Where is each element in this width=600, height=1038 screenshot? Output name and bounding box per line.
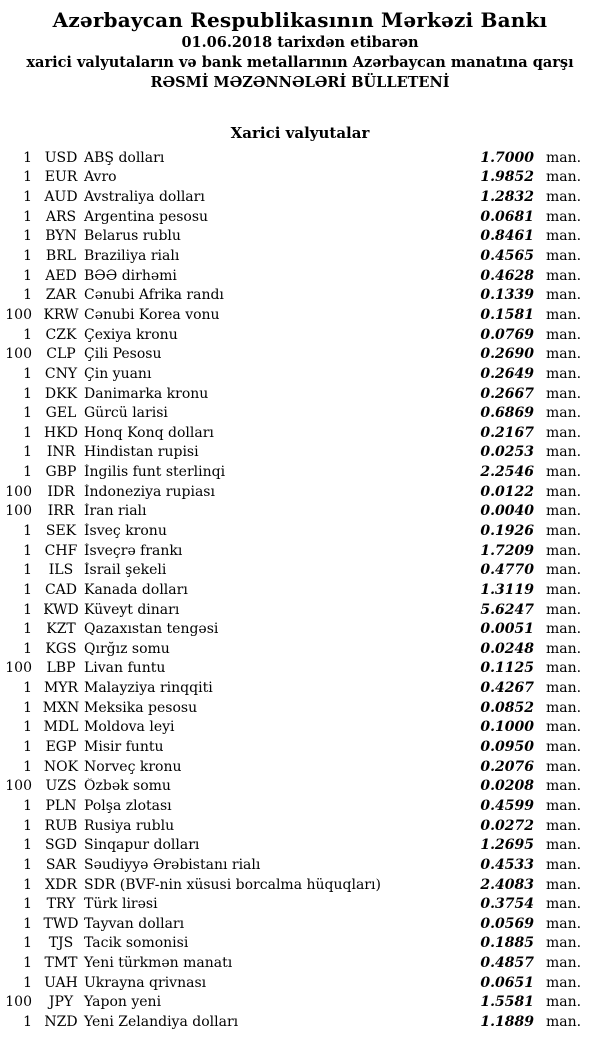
currency-name-cell: Ukrayna qrivnası [84,974,207,991]
rate-row [0,816,600,836]
quantity-cell: 1 [23,915,32,932]
quantity-cell: 1 [23,1014,32,1030]
rate-row [0,953,600,973]
currency-name-cell: Küveyt dinarı [84,601,180,618]
quantity-cell: 1 [23,149,32,166]
rate-row [0,835,600,855]
rate-row [0,207,600,227]
rate-value-cell: 5.6247 [480,601,534,618]
quantity-cell: 1 [23,699,32,716]
currency-name-cell: Braziliya rialı [84,248,180,265]
quantity-cell: 1 [23,581,32,598]
bulletin-title-line: RƏSMİ MƏZƏNNƏLƏRİ BÜLLETENİ [150,74,450,91]
currency-code-cell: IDR [47,483,75,500]
manat-unit-cell: man. [546,994,582,1011]
quantity-cell: 1 [23,326,32,343]
quantity-cell: 1 [23,522,32,539]
currency-name-cell: Avstraliya dolları [84,189,205,206]
manat-unit-cell: man. [546,503,582,520]
quantity-cell: 1 [23,189,32,206]
currency-code-cell: EUR [44,169,78,186]
rate-row [0,894,600,914]
rate-row [0,227,600,247]
currency-code-cell: KRW [43,306,79,323]
currency-code-cell: HKD [44,424,78,441]
manat-unit-cell: man. [546,680,582,697]
rate-value-cell: 0.2167 [480,424,534,441]
currency-name-cell: Çexiya kronu [84,326,178,343]
currency-name-cell: Malayziya rinqqiti [84,680,213,697]
currency-code-cell: NZD [44,1014,78,1030]
rate-value-cell: 0.4533 [480,856,534,873]
rate-value-cell: 1.1889 [480,1014,534,1030]
rate-value-cell: 0.0681 [480,208,534,225]
manat-unit-cell: man. [546,385,582,402]
rate-value-cell: 0.1125 [480,660,534,677]
rate-value-cell: 0.0569 [480,915,534,932]
quantity-cell: 1 [23,837,32,854]
quantity-cell: 1 [23,876,32,893]
currency-code-cell: TRY [46,896,76,913]
currency-code-cell: MYR [43,680,79,697]
rate-value-cell: 0.2667 [480,385,534,402]
rate-row [0,521,600,541]
manat-unit-cell: man. [546,169,582,186]
rate-row [0,560,600,580]
quantity-cell: 1 [23,758,32,775]
currency-name-cell: Livan funtu [84,660,166,677]
rate-row [0,305,600,325]
quantity-cell: 1 [23,267,32,284]
currency-name-cell: SDR (BVF-nin xüsusi borcalma hüquqları) [84,876,381,893]
currency-code-cell: INR [46,444,76,461]
currency-name-cell: Misir funtu [84,739,164,756]
rate-row [0,541,600,561]
manat-unit-cell: man. [546,758,582,775]
rate-value-cell: 0.6869 [480,405,534,422]
currency-name-cell: Tacik somonisi [84,935,189,952]
currency-name-cell: Tayvan dolları [84,915,185,932]
manat-unit-cell: man. [546,817,582,834]
rate-value-cell: 0.0769 [480,326,534,343]
currency-name-cell: Çin yuanı [84,365,152,382]
manat-unit-cell: man. [546,915,582,932]
currency-name-cell: Norveç kronu [84,758,182,775]
manat-unit-cell: man. [546,1014,582,1030]
rate-row [0,993,600,1013]
currency-code-cell: TMT [44,955,78,972]
manat-unit-cell: man. [546,306,582,323]
manat-unit-cell: man. [546,896,582,913]
currency-code-cell: SAR [45,856,77,873]
quantity-cell: 1 [23,169,32,186]
manat-unit-cell: man. [546,287,582,304]
manat-unit-cell: man. [546,267,582,284]
currency-name-cell: Yeni Zelandiya dolları [84,1014,239,1030]
rate-value-cell: 0.2690 [480,346,534,363]
currency-code-cell: AUD [44,189,78,206]
currency-name-cell: Yapon yeni [84,994,162,1011]
manat-unit-cell: man. [546,640,582,657]
rate-value-cell: 0.0122 [480,483,534,500]
currency-code-cell: MDL [43,719,79,736]
quantity-cell: 1 [23,955,32,972]
currency-code-cell: TJS [48,935,74,952]
currency-code-cell: AED [45,267,77,284]
rate-row [0,698,600,718]
quantity-cell: 1 [23,601,32,618]
manat-unit-cell: man. [546,208,582,225]
rate-row [0,855,600,875]
quantity-cell: 1 [23,797,32,814]
currency-name-cell: Cənubi Afrika randı [84,287,224,304]
manat-unit-cell: man. [546,955,582,972]
rate-row [0,757,600,777]
quantity-cell: 100 [5,778,32,795]
rate-row [0,246,600,266]
currency-code-cell: UZS [45,778,77,795]
currency-name-cell: Özbək somu [84,778,171,795]
currency-code-cell: NOK [43,758,79,775]
rate-row [0,619,600,639]
currency-code-cell: LBP [46,660,76,677]
rate-value-cell: 0.4267 [480,680,534,697]
quantity-cell: 1 [23,444,32,461]
rate-row [0,403,600,423]
manat-unit-cell: man. [546,739,582,756]
currency-name-cell: Meksika pesosu [84,699,198,716]
rate-row [0,502,600,522]
rate-row [0,285,600,305]
rate-row [0,639,600,659]
currency-code-cell: CLP [46,346,76,363]
currency-name-cell: Moldova leyi [84,719,175,736]
currency-code-cell: CNY [44,365,78,382]
currency-code-cell: ZAR [45,287,77,304]
rate-value-cell: 0.1339 [480,287,534,304]
rate-value-cell: 0.1000 [480,719,534,736]
quantity-cell: 1 [23,817,32,834]
bank-name-title: Azərbaycan Respublikasının Mərkəzi Bankı [52,8,548,32]
rate-value-cell: 0.1581 [480,306,534,323]
rate-value-cell: 0.4599 [480,797,534,814]
currency-name-cell: Səudiyyə Ərəbistanı rialı [84,856,261,873]
rate-value-cell: 0.0852 [480,699,534,716]
manat-unit-cell: man. [546,326,582,343]
currency-code-cell: USD [44,149,78,166]
manat-unit-cell: man. [546,837,582,854]
currency-code-cell: KZT [46,621,76,638]
rate-value-cell: 1.3119 [480,581,534,598]
currency-name-cell: İran rialı [84,503,147,520]
currency-code-cell: BRL [45,248,77,265]
manat-unit-cell: man. [546,424,582,441]
currency-name-cell: İsrail şekeli [84,562,167,579]
quantity-cell: 1 [23,640,32,657]
manat-unit-cell: man. [546,974,582,991]
currency-code-cell: MXN [42,699,80,716]
rate-value-cell: 1.9852 [480,169,534,186]
quantity-cell: 1 [23,680,32,697]
quantity-cell: 1 [23,208,32,225]
manat-unit-cell: man. [546,405,582,422]
rate-row [0,600,600,620]
currency-code-cell: GBP [45,464,77,481]
quantity-cell: 100 [5,483,32,500]
quantity-cell: 1 [23,405,32,422]
rate-row [0,344,600,364]
rate-value-cell: 0.3754 [480,896,534,913]
quantity-cell: 100 [5,994,32,1011]
manat-unit-cell: man. [546,562,582,579]
currency-code-cell: RUB [44,817,78,834]
manat-unit-cell: man. [546,483,582,500]
currency-name-cell: Türk lirəsi [84,896,158,913]
quantity-cell: 1 [23,719,32,736]
rate-row [0,718,600,738]
manat-unit-cell: man. [546,660,582,677]
quantity-cell: 1 [23,621,32,638]
manat-unit-cell: man. [546,856,582,873]
exchange-rates-table [0,148,600,1032]
rate-row [0,187,600,207]
currency-code-cell: DKK [44,385,78,402]
quantity-cell: 100 [5,346,32,363]
currency-code-cell: PLN [45,797,77,814]
rate-value-cell: 0.4857 [480,955,534,972]
manat-unit-cell: man. [546,365,582,382]
rate-row [0,934,600,954]
currency-name-cell: İndoneziya rupiası [84,483,215,500]
rate-row [0,737,600,757]
currency-code-cell: SGD [45,837,77,854]
rate-row [0,168,600,188]
currency-name-cell: Sinqapur dolları [84,837,200,854]
manat-unit-cell: man. [546,621,582,638]
currency-name-cell: Çili Pesosu [84,346,162,363]
manat-unit-cell: man. [546,797,582,814]
currency-code-cell: JPY [48,994,74,1011]
rate-value-cell: 2.4083 [480,876,534,893]
quantity-cell: 100 [5,660,32,677]
rate-value-cell: 0.1885 [480,935,534,952]
manat-unit-cell: man. [546,444,582,461]
currency-name-cell: Belarus rublu [84,228,181,245]
rate-row [0,423,600,443]
currency-name-cell: Avro [84,169,117,186]
currency-code-cell: EGP [45,739,77,756]
rate-value-cell: 1.7209 [480,542,534,559]
rate-value-cell: 1.5581 [480,994,534,1011]
currency-name-cell: Hindistan rupisi [84,444,199,461]
currency-name-cell: Argentina pesosu [84,208,209,225]
rate-value-cell: 0.0272 [480,817,534,834]
quantity-cell: 1 [23,562,32,579]
rate-row [0,384,600,404]
currency-name-cell: Gürcü larisi [84,405,168,422]
currency-name-cell: Polşa zlotası [84,797,172,814]
manat-unit-cell: man. [546,522,582,539]
currency-name-cell: Danimarka kronu [84,385,209,402]
rate-value-cell: 0.4565 [480,248,534,265]
currency-code-cell: SEK [45,522,77,539]
manat-unit-cell: man. [546,935,582,952]
rate-row [0,443,600,463]
manat-unit-cell: man. [546,542,582,559]
manat-unit-cell: man. [546,581,582,598]
quantity-cell: 1 [23,974,32,991]
rate-value-cell: 0.0208 [480,778,534,795]
rate-value-cell: 0.2076 [480,758,534,775]
rate-row [0,678,600,698]
manat-unit-cell: man. [546,699,582,716]
manat-unit-cell: man. [546,248,582,265]
rate-row [0,659,600,679]
currency-name-cell: ABŞ dolları [84,149,165,166]
manat-unit-cell: man. [546,189,582,206]
currency-name-cell: BƏƏ dirhəmi [84,267,177,284]
rate-value-cell: 0.0248 [480,640,534,657]
quantity-cell: 1 [23,365,32,382]
rate-value-cell: 0.4770 [480,562,534,579]
currency-code-cell: GEL [45,405,77,422]
currency-name-cell: İsveçrə frankı [84,542,183,559]
quantity-cell: 1 [23,248,32,265]
subtitle-line: xarici valyutaların və bank metallarının Azərbaycan manatına qarşı [26,54,574,71]
rate-value-cell: 2.2546 [480,464,534,481]
effective-date-line: 01.06.2018 tarixdən etibarən [181,34,419,51]
quantity-cell: 1 [23,385,32,402]
currency-name-cell: Honq Konq dolları [84,424,214,441]
currency-name-cell: İngilis funt sterlinqi [84,464,226,481]
quantity-cell: 1 [23,542,32,559]
quantity-cell: 1 [23,896,32,913]
manat-unit-cell: man. [546,228,582,245]
quantity-cell: 1 [23,424,32,441]
rate-value-cell: 1.2695 [480,837,534,854]
rate-value-cell: 0.0950 [480,739,534,756]
manat-unit-cell: man. [546,346,582,363]
rate-row [0,482,600,502]
quantity-cell: 1 [23,464,32,481]
currency-name-cell: Yeni türkmən manatı [84,955,233,972]
rate-row [0,266,600,286]
rate-value-cell: 0.0253 [480,444,534,461]
rate-value-cell: 0.0051 [480,621,534,638]
currency-code-cell: KGS [45,640,77,657]
rate-value-cell: 0.0040 [480,503,534,520]
rate-row [0,777,600,797]
rate-row [0,973,600,993]
rate-value-cell: 0.8461 [480,228,534,245]
rate-value-cell: 1.2832 [480,189,534,206]
currency-name-cell: Cənubi Korea vonu [84,306,220,323]
currency-code-cell: IRR [47,503,75,520]
rate-row [0,364,600,384]
manat-unit-cell: man. [546,876,582,893]
currency-code-cell: KWD [43,601,79,618]
rate-row [0,325,600,345]
manat-unit-cell: man. [546,719,582,736]
quantity-cell: 1 [23,287,32,304]
rate-row [0,914,600,934]
quantity-cell: 1 [23,228,32,245]
rate-row [0,580,600,600]
rate-value-cell: 0.4628 [480,267,534,284]
currency-name-cell: Qazaxıstan tengəsi [84,621,219,638]
quantity-cell: 1 [23,739,32,756]
rate-value-cell: 0.1926 [480,522,534,539]
currency-name-cell: Kanada dolları [84,581,188,598]
rate-row [0,875,600,895]
currency-code-cell: UAH [44,974,78,991]
rate-value-cell: 0.2649 [480,365,534,382]
rate-row [0,1012,600,1032]
quantity-cell: 1 [23,856,32,873]
currency-name-cell: Rusiya rublu [84,817,175,834]
manat-unit-cell: man. [546,149,582,166]
rate-value-cell: 1.7000 [480,149,534,166]
manat-unit-cell: man. [546,464,582,481]
currency-name-cell: Qırğız somu [84,640,170,657]
manat-unit-cell: man. [546,778,582,795]
rate-row [0,796,600,816]
currency-code-cell: CHF [44,542,78,559]
manat-unit-cell: man. [546,601,582,618]
currency-name-cell: İsveç kronu [84,522,167,539]
rate-row [0,462,600,482]
currency-code-cell: BYN [45,228,77,245]
rate-row [0,148,600,168]
section-title-foreign-currencies: Xarici valyutalar [230,124,370,142]
currency-code-cell: TWD [43,915,79,932]
quantity-cell: 1 [23,935,32,952]
currency-code-cell: XDR [45,876,77,893]
rate-value-cell: 0.0651 [480,974,534,991]
quantity-cell: 100 [5,503,32,520]
currency-code-cell: ILS [48,562,74,579]
currency-code-cell: CAD [44,581,78,598]
quantity-cell: 100 [5,306,32,323]
currency-code-cell: CZK [45,326,77,343]
currency-code-cell: ARS [45,208,77,225]
